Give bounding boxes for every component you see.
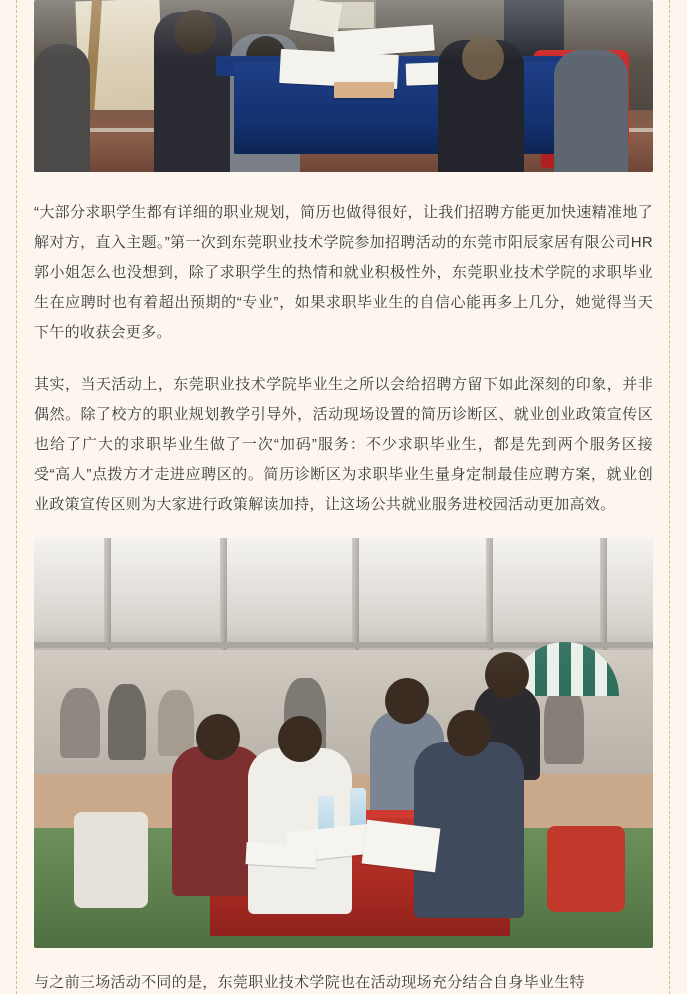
right-dashed-border <box>669 0 671 994</box>
red-chair <box>547 826 625 912</box>
person-left <box>154 12 232 172</box>
head <box>278 716 322 762</box>
left-dashed-border <box>16 0 18 994</box>
head <box>447 710 491 756</box>
paragraph-third-partial: 与之前三场活动不同的是，东莞职业技术学院也在活动现场充分结合自身毕业生特 <box>34 974 585 991</box>
crowd-person-2 <box>108 684 146 760</box>
resume-paper-3 <box>245 842 316 868</box>
white-chair <box>74 812 148 908</box>
crowd-person-1 <box>60 688 100 758</box>
person-far-right <box>554 50 628 172</box>
brochure <box>334 82 394 98</box>
crowd-person-5 <box>544 686 584 764</box>
article-content <box>34 0 653 994</box>
resume-paper-2 <box>362 820 441 873</box>
canopy-roof <box>34 538 653 650</box>
person-right <box>438 40 524 172</box>
paragraph-service-zones: 其实，当天活动上，东莞职业技术学院毕业生之所以会给招聘方留下如此深刻的印象，并非偶然。除了校方的职业规划教学引导外，活动现场设置的简历诊断区、就业创业政策宣传区也给了广大的求职毕业生做了一次“加码”服务：不少求职毕业生，都是先到两个服务区接受“高人”点拨方才走进应聘区的。简历诊断区为求职毕业生量身定制最佳应聘方案，就业创业政策宣传区则为大家进行政策解读加持，让这场公共就业服务进校园活动更加高效。 <box>34 376 653 513</box>
job-fair-booth-photo <box>34 0 653 172</box>
person-far-left <box>34 44 90 172</box>
students-applying-photo <box>34 538 653 948</box>
paragraph-quote-hr: “大部分求职学生都有详细的职业规划，简历也做得很好，让我们招聘方能更加快速精准地了解对方，直入主题。”第一次到东莞职业技术学院参加招聘活动的东莞市阳辰家居有限公司HR郭小姐怎么也没想到，除了求职学生的热情和就业积极性外，东莞职业技术学院的求职毕业生在应聘时也有着超出预期的“专业”，如果求职毕业生的自信心能再多上几分，她觉得当天下午的收获会更多。 <box>34 204 653 341</box>
crowd-person-3 <box>158 690 194 756</box>
head <box>196 714 240 760</box>
head <box>485 652 529 698</box>
head <box>385 678 429 724</box>
